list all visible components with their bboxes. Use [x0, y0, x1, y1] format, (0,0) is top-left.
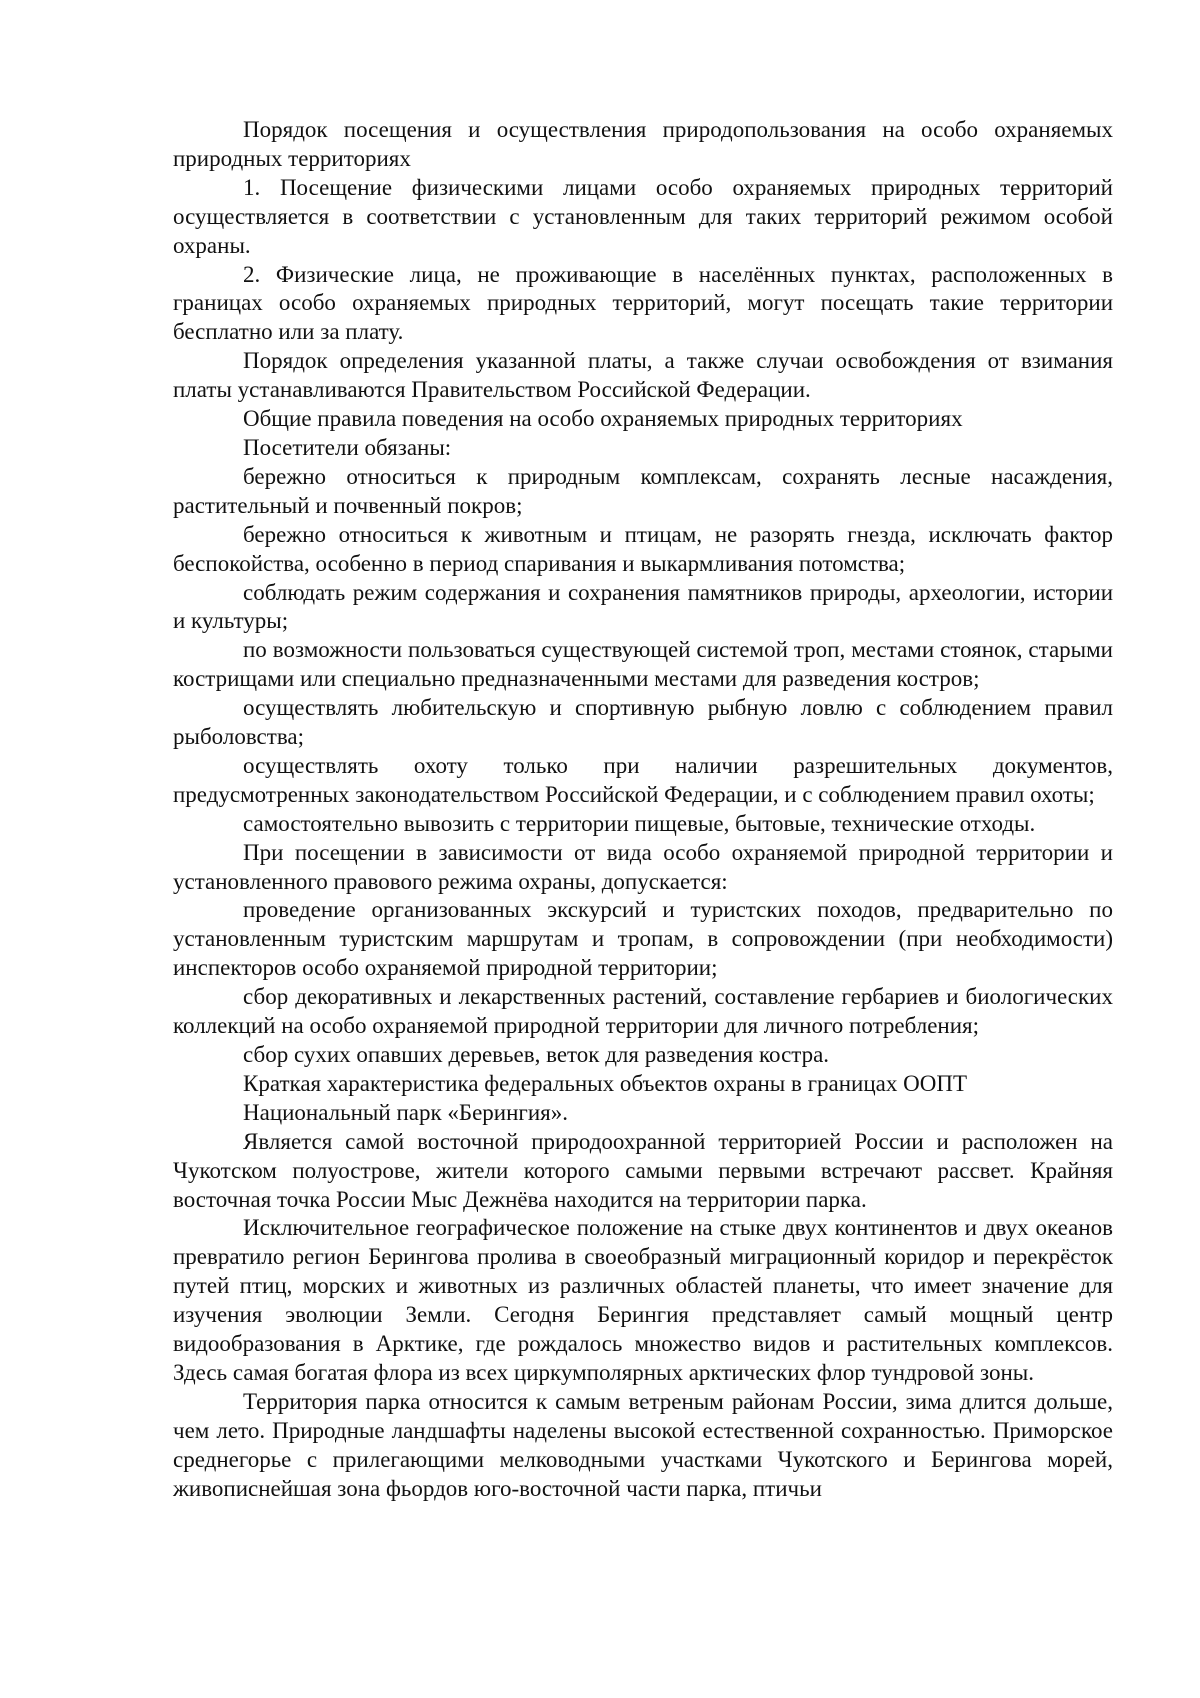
heading-national-park: Национальный парк «Берингия». — [243, 1099, 568, 1125]
heading-federal-objects: Краткая характеристика федеральных объектов охраны в границах ООПТ — [243, 1070, 968, 1096]
permitted-excursions: проведение организованных экскурсий и туристских походов, предварительно по установленным туристским маршрутам и тропам, в сопровождении (при необходимости) инспекторов особо охраняемой природной территории; — [173, 897, 1113, 981]
document-body — [173, 116, 1113, 1504]
rule-natural-complexes: бережно относиться к природным комплексам, сохранять лесные насаждения, растительный и почвенный покров; — [173, 463, 1113, 518]
rule-hunting: осуществлять охоту только при наличии разрешительных документов, предусмотренных законодательством Российской Федерации, и с соблюдением правил охоты; — [173, 752, 1113, 807]
paragraph-permitted: При посещении в зависимости от вида особо охраняемой природной территории и установленного правового режима охраны, допускается: — [173, 839, 1113, 894]
paragraph-visitors-must: Посетители обязаны: — [243, 434, 452, 460]
heading-general-rules: Общие правила поведения на особо охраняемых природных территориях — [243, 406, 963, 432]
paragraph-fee-order: Порядок определения указанной платы, а также случаи освобождения от взимания платы устанавливаются Правительством Российской Федерации. — [173, 348, 1113, 403]
rule-animals-birds: бережно относиться к животным и птицам, не разорять гнезда, исключать фактор беспокойства, особенно в период спаривания и выкармливания потомства; — [173, 521, 1113, 576]
paragraph-territory-climate: Территория парка относится к самым ветреным районам России, зима длится дольше, чем лето. Природные ландшафты наделены высокой естественной сохранностью. Приморское среднегорье с прилегающими мелководными участками Чукотского и Берингова морей, живописнейшая зона фьордов юго-восточной части парка, птичьи — [173, 1388, 1113, 1501]
rule-trails: по возможности пользоваться существующей системой троп, местами стоянок, старыми кострищами или специально предназначенными местами для разведения костров; — [173, 637, 1113, 692]
paragraph-item-2: 2. Физические лица, не проживающие в населённых пунктах, расположенных в границах особо охраняемых природных территорий, могут посещать такие территории бесплатно или за плату. — [173, 261, 1113, 345]
permitted-plant-collection: сбор декоративных и лекарственных растений, составление гербариев и биологических коллекций на особо охраняемой природной территории для личного потребления; — [173, 984, 1113, 1039]
rule-waste: самостоятельно вывозить с территории пищевые, бытовые, технические отходы. — [243, 810, 1036, 836]
rule-monuments: соблюдать режим содержания и сохранения памятников природы, археологии, истории и культуры; — [173, 579, 1113, 634]
paragraph-item-1: 1. Посещение физическими лицами особо охраняемых природных территорий осуществляется в соответствии с установленным для таких территорий режимом особой охраны. — [173, 174, 1113, 258]
permitted-deadwood: сбор сухих опавших деревьев, веток для разведения костра. — [243, 1042, 830, 1067]
heading-visit-order: Порядок посещения и осуществления природопользования на особо охраняемых природных территориях — [173, 117, 1113, 171]
paragraph-park-location: Является самой восточной природоохранной территорией России и расположен на Чукотском полуострове, жители которого самыми первыми встречают рассвет. Крайняя восточная точка России Мыс Дежнёва находится на территории парка. — [173, 1128, 1113, 1212]
rule-fishing: осуществлять любительскую и спортивную рыбную ловлю с соблюдением правил рыболовства; — [173, 695, 1113, 750]
paragraph-geography: Исключительное географическое положение на стыке двух континентов и двух океанов превратило регион Берингова пролива в своеобразный миграционный коридор и перекрёсток путей птиц, морских и животных из различных областей планеты, что имеет значение для изучения эволюции Земли. Сегодня Берингия представляет самый мощный центр видообразования в Арктике, где рождалось множество видов и растительных комплексов. Здесь самая богатая флора из всех циркумполярных арктических флор тундровой зоны. — [173, 1215, 1113, 1385]
